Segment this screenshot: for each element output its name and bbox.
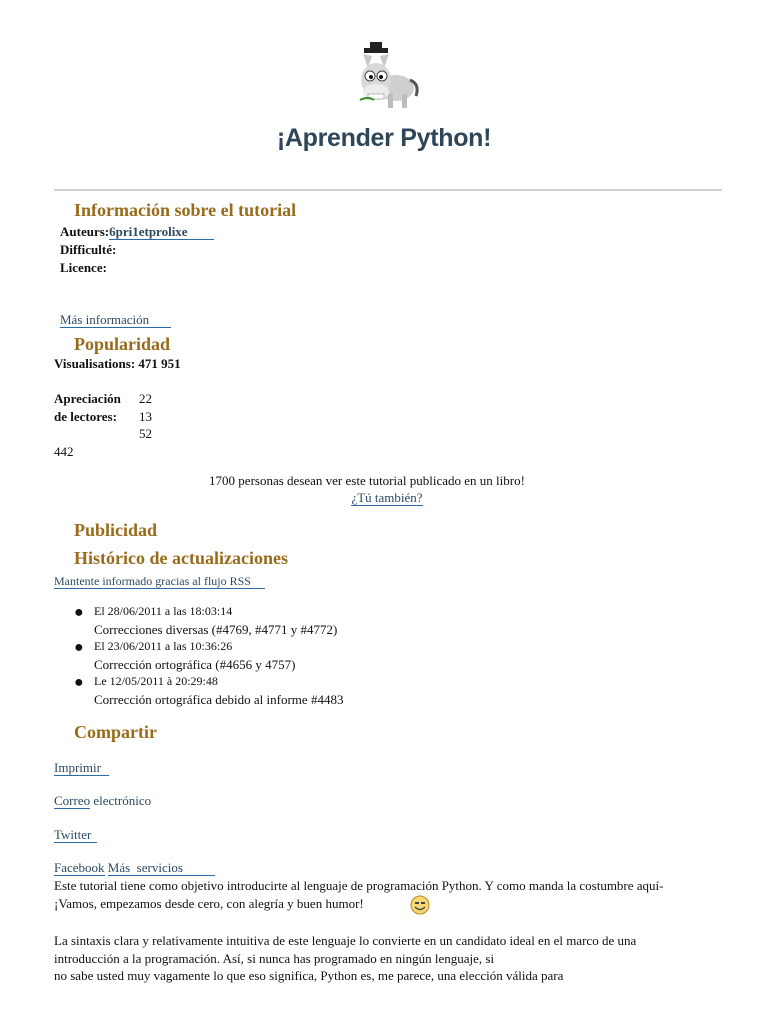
info-heading: Información sobre el tutorial (74, 200, 297, 220)
authors-link[interactable]: 6pri1etprolixe (109, 224, 213, 240)
email-share[interactable] (54, 793, 151, 809)
intro-para2-line3: no sabe usted muy vagamente lo que eso significa, Python es, me parece, una elección válida para (54, 968, 564, 983)
intro-line2: ¡Vamos, empezamos desde cero, con alegría y buen humor! (54, 896, 364, 911)
rss-link[interactable]: Mantente informado gracias al flujo RSS (54, 574, 265, 589)
history-date: Le 12/05/2011 à 20:29:48 (94, 674, 218, 688)
email-link[interactable]: Correo (54, 793, 91, 808)
twitter-link[interactable]: Twitter (54, 827, 97, 843)
rating-label-line1: Apreciación (54, 391, 121, 406)
rating-value: 13 (139, 409, 152, 424)
more-services-link[interactable]: Más servicios (108, 860, 215, 876)
license-label: Licence: (60, 260, 107, 275)
difficulty-label: Difficulté: (60, 242, 117, 257)
rating-label-line2: de lectores: (54, 409, 117, 424)
rating-value: 52 (139, 426, 152, 441)
bullet-icon: ● (74, 604, 84, 621)
ads-heading: Publicidad (74, 520, 158, 540)
print-link[interactable]: Imprimir (54, 760, 109, 776)
header-divider (54, 189, 722, 191)
book-link[interactable]: ¿Tú también? (351, 490, 423, 505)
intro-para2-line1: La sintaxis clara y relativamente intuitiva de este lenguaje lo convierte en un candidato ideal en el marco de una (54, 933, 637, 948)
facebook-link[interactable]: Facebook (54, 860, 105, 875)
authors-row (60, 224, 214, 240)
history-desc: Corrección ortográfica debido al informe #4483 (94, 692, 344, 707)
history-desc: Correcciones diversas (#4769, #4771 y #4772) (94, 622, 338, 637)
rating-value: 442 (54, 444, 74, 459)
email-link-label[interactable]: electrónico (93, 793, 152, 808)
rating-value: 22 (139, 391, 152, 406)
bullet-icon: ● (74, 674, 84, 691)
history-desc: Corrección ortográfica (#4656 y 4757) (94, 657, 296, 672)
views-count: Visualisations: 471 951 (54, 356, 181, 371)
donkey-mascot-logo (350, 40, 422, 112)
history-date: El 28/06/2011 a las 18:03:14 (94, 604, 233, 618)
popularity-heading: Popularidad (74, 334, 171, 354)
smiley-icon (410, 895, 430, 915)
intro-line1: Este tutorial tiene como objetivo introducirte al lenguaje de programación Python. Y como manda la costumbre aquí- (54, 878, 664, 893)
authors-label: Auteurs: (60, 224, 110, 239)
share-heading: Compartir (74, 722, 157, 742)
history-heading: Histórico de actualizaciones (74, 548, 288, 568)
more-info-link[interactable]: Más información (60, 312, 171, 328)
site-title: ¡Aprender Python! (276, 124, 492, 152)
bullet-icon: ● (74, 639, 84, 656)
intro-para2-line2: introducción a la programación. Así, si nunca has programado en ningún lenguaje, si (54, 951, 495, 966)
history-date: El 23/06/2011 a las 10:36:26 (94, 639, 233, 653)
book-text: 1700 personas desean ver este tutorial publicado en un libro! (209, 473, 525, 488)
